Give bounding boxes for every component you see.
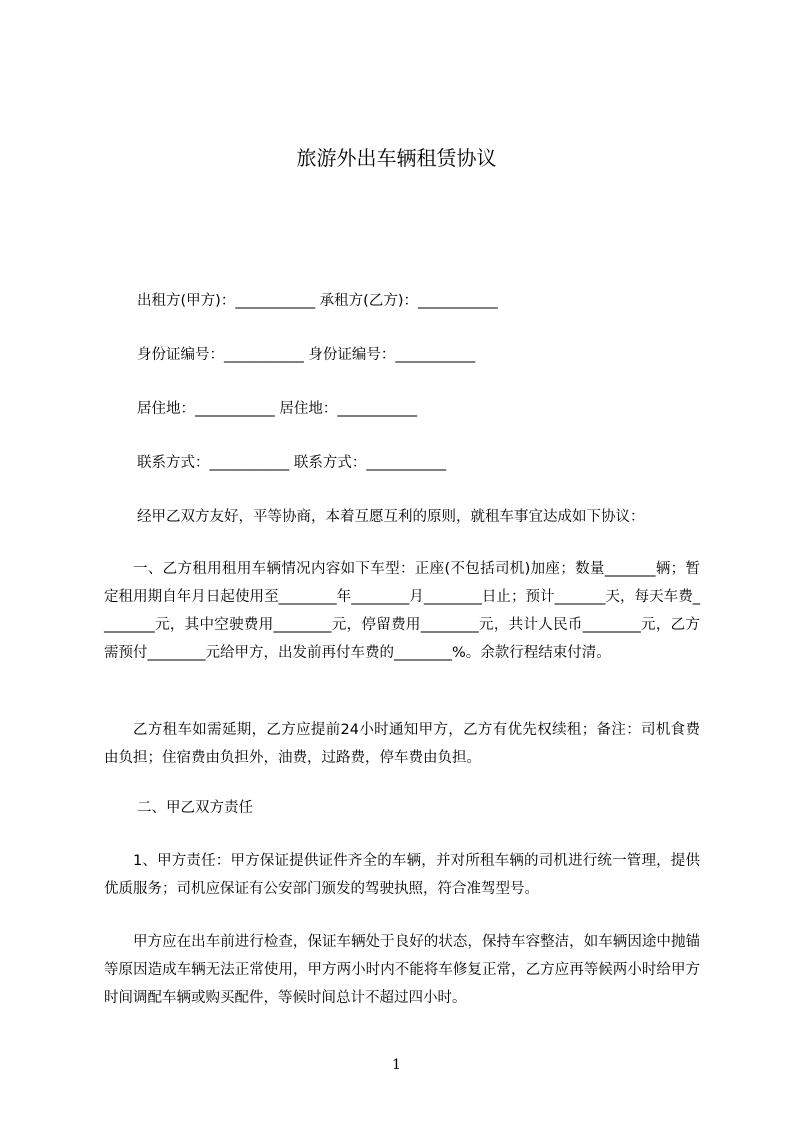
party-names-line: 出租方(甲方)：___________ 承租方(乙方)：___________: [137, 293, 498, 309]
page-number: 1: [392, 1057, 401, 1073]
clause-2-heading: 二、甲乙双方责任: [137, 800, 253, 816]
clause-2-1-paragraph: 1、甲方责任：甲方保证提供证件齐全的车辆，并对所租车辆的司机进行统一管理，提供优质服务；司机应保证有公安部门颁发的驾驶执照，符合准驾型号。: [104, 853, 700, 897]
intro-paragraph: 经甲乙双方友好，平等协商，本着互愿互利的原则，就租车事宜达成如下协议：: [137, 509, 645, 525]
clause-1-paragraph: 一、乙方租用租用车辆情况内容如下车型：正座(不包括司机)加座；数量_______辆；暂定租用期自年月日起使用至________年________月________日止；预计_______天，每天车费________元，其中空驶费用________元，停留费用________元，共计人民币________元，乙方需预付________元给甲方，出发前再付车费的________%。余款行程结束付清。: [104, 561, 700, 661]
party-address-line: 居住地：___________ 居住地：___________: [137, 401, 418, 417]
clause-2-1-continued-paragraph: 甲方应在出车前进行检查，保证车辆处于良好的状态，保持车容整洁，如车辆因途中抛锚等原因造成车辆无法正常使用，甲方两小时内不能将车修复正常，乙方应再等候两小时给甲方时间调配车辆或购买配件，等候时间总计不超过四小时。: [104, 934, 700, 1006]
party-id-line: 身份证编号：___________ 身份证编号：___________: [137, 347, 476, 363]
document-title: 旅游外出车辆租赁协议: [296, 146, 497, 170]
party-contact-line: 联系方式：___________ 联系方式：___________: [137, 455, 447, 471]
clause-1-extension-paragraph: 乙方租车如需延期，乙方应提前24小时通知甲方，乙方有优先权续租；备注：司机食费由负担；住宿费由负担外，油费，过路费，停车费由负担。: [104, 722, 700, 766]
